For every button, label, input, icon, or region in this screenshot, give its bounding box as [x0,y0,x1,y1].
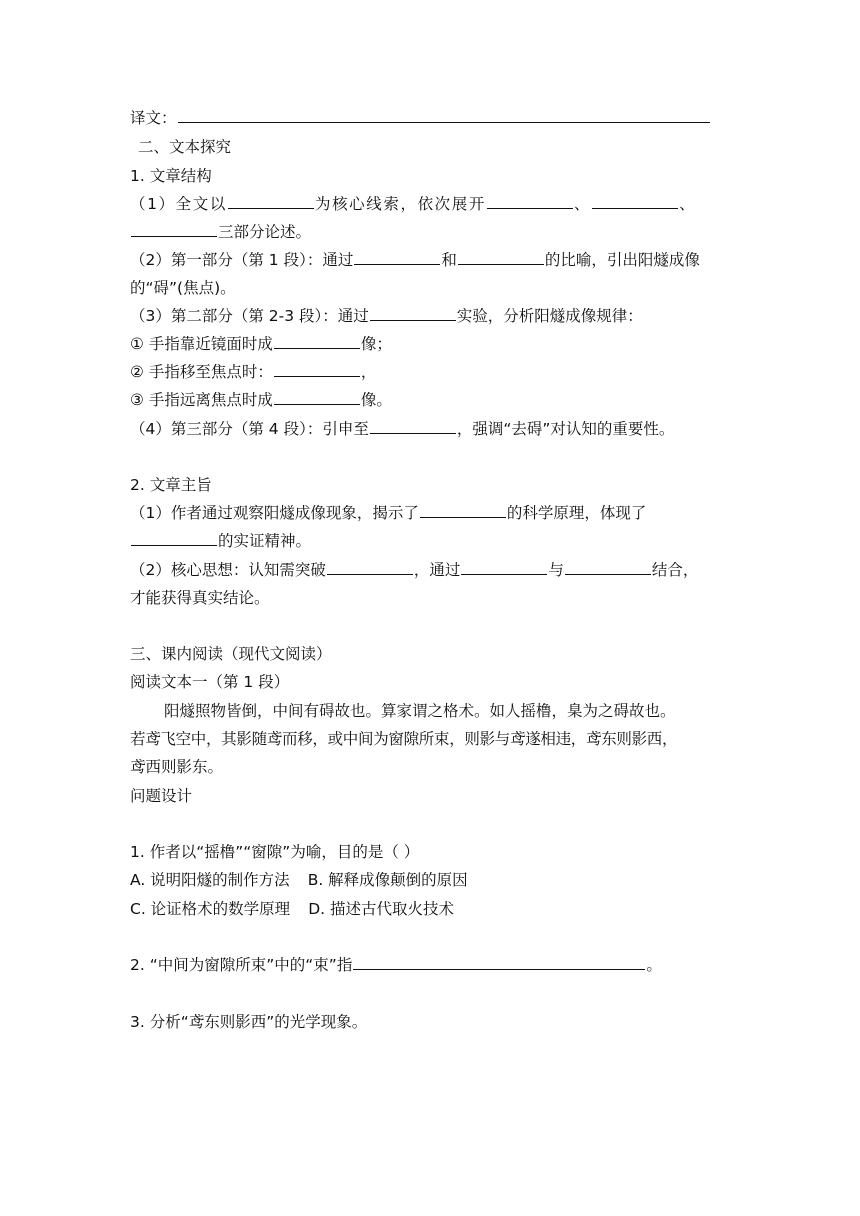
translation-line [130,104,730,133]
structure-item1-text-e: 三部分论述。 [218,223,312,241]
theme-item1-line2 [130,527,730,556]
structure-sub2 [130,358,730,387]
theme-item2-text-c: 与 [548,561,564,579]
passage-line-3: 鸢西则影东。 [130,758,224,776]
structure-item1-sep-1: 、 [573,195,592,213]
blank-method-2[interactable] [565,560,651,575]
structure-sub3-text-b: 像。 [360,391,392,409]
translation-answer-blank[interactable] [178,108,710,123]
structure-item4-line [130,415,730,444]
theme-item2-text-a: （2）核心思想：认知需突破 [130,561,326,579]
structure-item2-text-a: （2）第一部分（第 1 段）：通过 [130,251,354,269]
theme-item1-text-c: 的实证精神。 [218,532,312,550]
blank-core-clue[interactable] [228,194,314,209]
structure-sub3 [130,386,730,415]
blank-part-2[interactable] [592,194,678,209]
passage-line-2: 若鸢飞空中，其影随鸢而移，或中间为窗隙所束，则影与鸢遂相违，鸢东则影西， [130,730,678,748]
structure-sub1-text-a: ① 手指靠近镜面时成 [130,335,273,353]
blank-part-1[interactable] [487,194,573,209]
structure-item2-text-c: 的比喻，引出阳燧成像 [544,251,700,269]
theme-item1-line1 [130,499,730,528]
structure-item2-line1 [130,246,730,275]
section3-heading: 三、课内阅读（现代文阅读） [130,645,332,663]
structure-item1-sep-2: 、 [679,195,697,213]
q1-option-b[interactable]: B. 解释成像颠倒的原因 [307,871,468,889]
structure-item1-line1 [130,190,730,219]
q1-stem: 1. 作者以“摇橹”“窗隙”为喻，目的是（ ） [130,843,420,861]
reading-text-heading: 阅读文本一（第 1 段） [130,673,290,691]
blank-experiment[interactable] [370,306,456,321]
blank-part-3[interactable] [131,222,217,237]
structure-item4-text-b: ，强调“去碍”对认知的重要性。 [456,420,675,438]
structure-item3-text-a: （3）第二部分（第 2-3 段）：通过 [130,307,369,325]
passage-line-1: 阳燧照物皆倒，中间有碍故也。算家谓之格术。如人摇橹，臬为之碍故也。 [164,702,676,720]
structure-item1-line2 [130,218,730,247]
q3-stem: 3. 分析“鸢东则影西”的光学现象。 [130,1013,368,1031]
blank-metaphor-1[interactable] [354,250,440,265]
blank-method-1[interactable] [461,560,547,575]
structure-item2-text-b: 和 [441,251,457,269]
translation-label: 译文： [130,109,177,127]
structure-heading: 1. 文章结构 [130,167,212,185]
structure-sub2-text-b: ， [360,363,377,381]
q1-options-row-2 [130,895,730,924]
q2-stem-end: 。 [646,956,662,974]
structure-sub1-text-b: 像； [360,335,392,353]
q1-option-d[interactable]: D. 描述古代取火技术 [308,900,454,918]
structure-sub1 [130,330,730,359]
theme-item2-text-d: 结合， [651,561,699,579]
theme-item1-text-b: 的科学原理，体现了 [506,504,647,522]
structure-sub2-text-a: ② 手指移至焦点时： [130,363,273,381]
theme-item2-line1 [130,556,730,585]
questions-heading: 问题设计 [130,787,193,805]
blank-extension[interactable] [370,419,456,434]
theme-item2-text-b: ，通过 [413,561,461,579]
blank-empirical-spirit[interactable] [131,531,217,546]
blank-focus-result[interactable] [274,362,360,377]
blank-metaphor-2[interactable] [458,250,544,265]
theme-heading: 2. 文章主旨 [130,476,212,494]
blank-near-image[interactable] [274,334,360,349]
q2-answer-blank[interactable] [353,955,645,970]
section2-heading: 二、文本探究 [138,138,232,156]
q1-option-c[interactable]: C. 论证格术的数学原理 [130,900,291,918]
q1-option-a[interactable]: A. 说明阳燧的制作方法 [130,871,290,889]
structure-item1-text-a: （1）全文以 [130,195,227,213]
structure-item1-text-b: 为核心线索，依次展开 [314,195,486,213]
structure-item2-line2: 的“碍”(焦点)。 [130,279,236,297]
blank-science-principle[interactable] [420,503,506,518]
q1-options-row-1 [130,866,730,895]
blank-far-image[interactable] [274,390,360,405]
blank-break-through[interactable] [327,560,413,575]
structure-item3-line [130,302,730,331]
theme-item1-text-a: （1）作者通过观察阳燧成像现象，揭示了 [130,504,419,522]
structure-sub3-text-a: ③ 手指远离焦点时成 [130,391,273,409]
structure-item4-text-a: （4）第三部分（第 4 段）：引申至 [130,420,369,438]
q2-line [130,951,730,980]
q2-stem-text: 2. “中间为窗隙所束”中的“束”指 [130,956,353,974]
structure-item3-text-b: 实验，分析阳燧成像规律： [456,307,643,325]
theme-item2-line2: 才能获得真实结论。 [130,589,270,607]
